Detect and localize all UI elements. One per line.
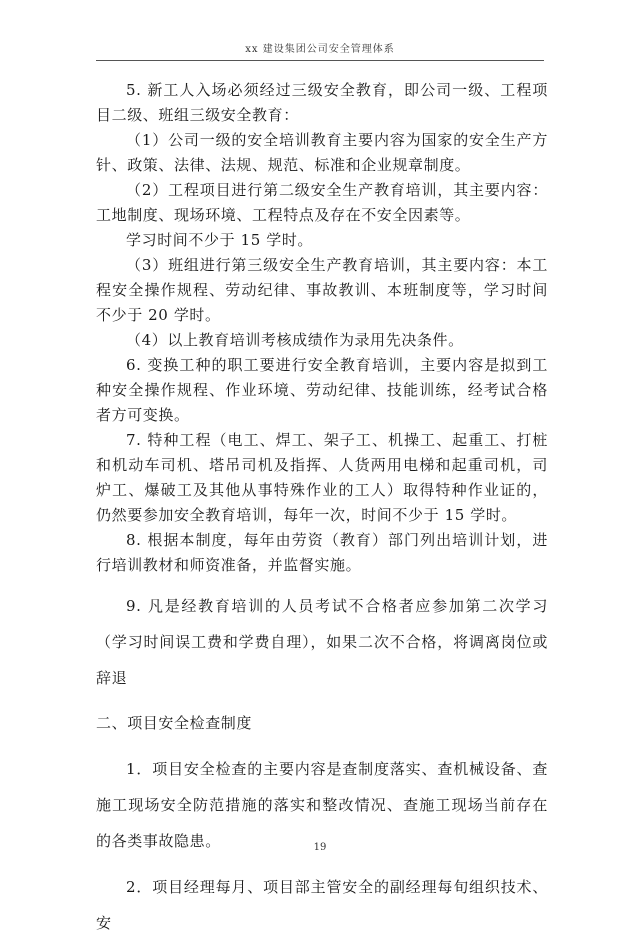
section2-paragraph-1: 1．项目安全检查的主要内容是查制度落实、查机械设备、查施工现场安全防范措施的落实和整改情况、查施工现场当前存在的各类事故隐患。 — [96, 760, 548, 850]
page-number: 19 — [313, 842, 327, 853]
section2-paragraph-2: 2．项目经理每月、项目部主管安全的副经理每旬组织技术、安 — [96, 878, 548, 932]
spacer — [96, 578, 548, 588]
paragraph-5-3: （3）班组进行第三级安全生产教育培训，其主要内容：本工程安全操作规程、劳动纪律、事故教训、本班制度等，学习时间不少于 20 学时。 — [96, 256, 548, 324]
paragraph-7: 7. 特种工程（电工、焊工、架子工、机操工、起重工、打桩和机动车司机、塔吊司机及指挥、人货两用电梯和起重司机，司炉工、爆破工及其他从事特殊作业的工人）取得特种作业证的，仍然要参加安全教育培训，每年一次，时间不少于 15 学时。 — [96, 431, 548, 524]
document-body — [96, 78, 548, 941]
spacer — [96, 696, 548, 711]
paragraph-5-1: （1）公司一级的安全培训教育主要内容为国家的安全生产方针、政策、法律、法规、规范、标准和企业规章制度。 — [96, 131, 548, 174]
paragraph-5: 5. 新工人入场必须经过三级安全教育，即公司一级、工程项目二级、班组三级安全教育： — [96, 81, 548, 124]
page-header: xx 建设集团公司安全管理体系 — [245, 44, 395, 55]
header-rule — [96, 60, 544, 61]
paragraph-6: 6. 变换工种的职工要进行安全教育培训，主要内容是拟到工种安全操作规程、作业环境、劳动纪律、技能训练，经考试合格者方可变换。 — [96, 356, 548, 424]
paragraph-9: 9. 凡是经教育培训的人员考试不合格者应参加第二次学习（学习时间误工费和学费自理），如果二次不合格，将调离岗位或辞退 — [96, 597, 548, 687]
paragraph-5-2-hours: 学习时间不少于 15 学时。 — [126, 231, 314, 249]
paragraph-5-2: （2）工程项目进行第二级安全生产教育培训，其主要内容：工地制度、现场环境、工程特点及存在不安全因素等。 — [96, 181, 548, 224]
paragraph-5-4: （4）以上教育培训考核成绩作为录用先决条件。 — [126, 331, 464, 349]
spacer — [96, 736, 548, 751]
spacer — [96, 859, 548, 869]
paragraph-8: 8. 根据本制度，每年由劳资（教育）部门列出培训计划，进行培训教材和师资准备，并监督实施。 — [96, 531, 548, 574]
section-heading: 二、项目安全检查制度 — [96, 714, 253, 732]
